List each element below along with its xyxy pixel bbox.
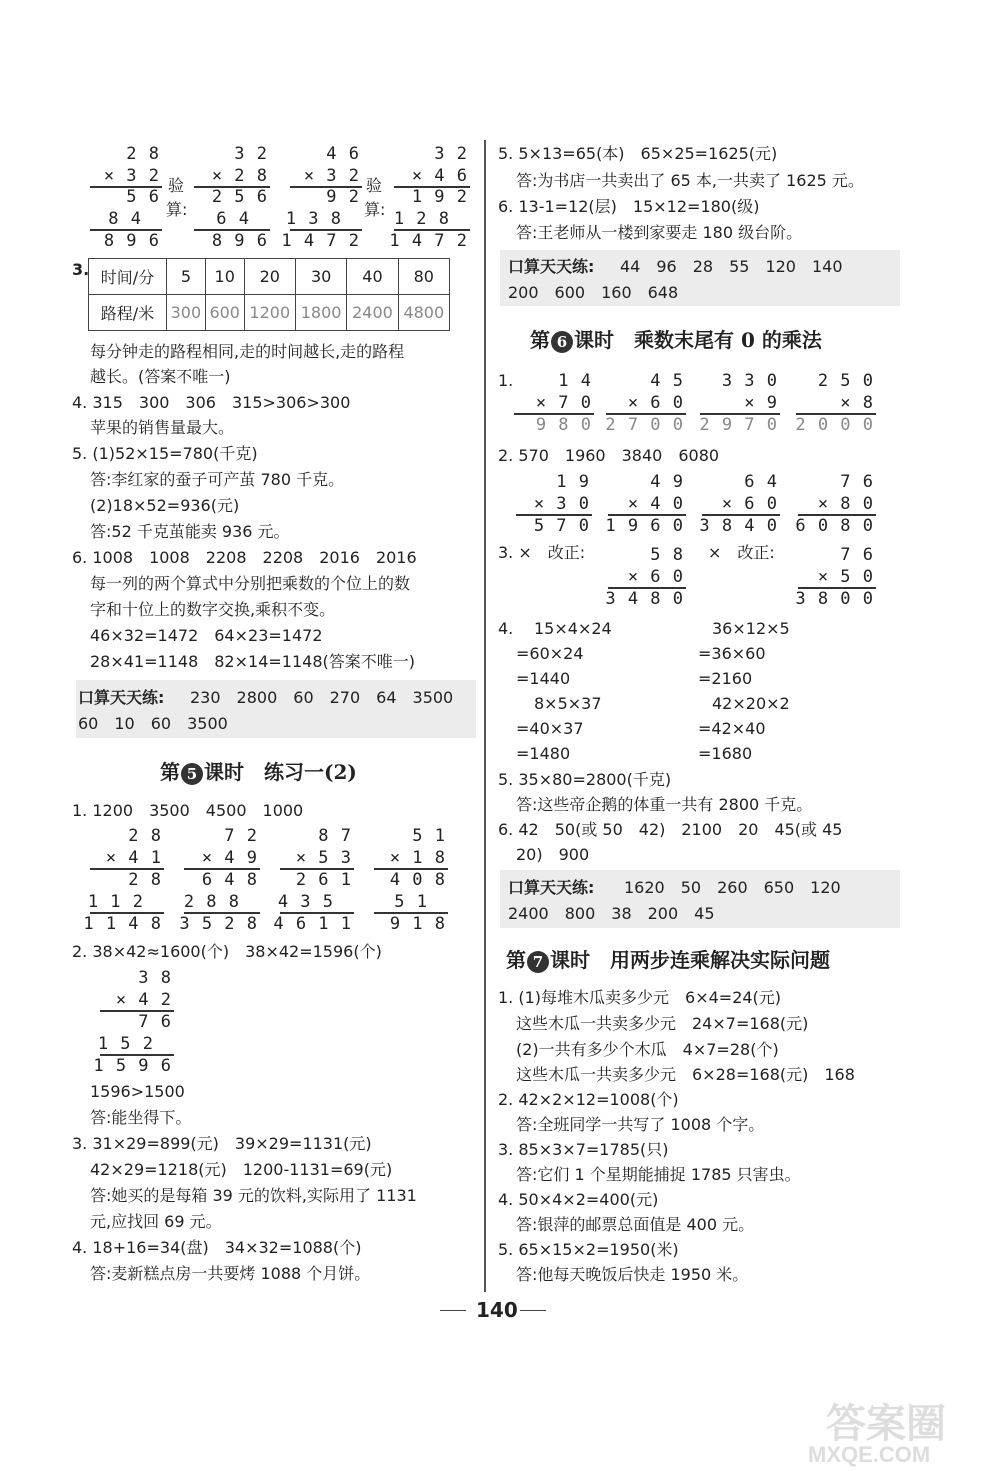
text-line: 答:银萍的邮票总面值是 400 元。 [516,1215,755,1234]
time-distance-table [88,258,450,331]
text-line: 2. 570 1960 3840 6080 [498,446,720,465]
text-line: 2. 42×2×12=1008(个) [498,1090,679,1109]
text-line: 3. × 改正: [498,543,586,562]
lesson-number-badge: 5 [181,763,203,785]
verify-label-3: 验 [366,176,383,195]
table-row: 时间/分 5 10 20 30 40 80 [89,259,450,295]
text-line: 5. 65×15×2=1950(米) [498,1240,679,1259]
text-line: 2400 800 38 200 45 [508,904,715,923]
table-row: 路程/米 300 600 1200 1800 2400 4800 [89,295,450,331]
text-line: 答:她买的是每箱 39 元的饮料,实际用了 1131 [90,1186,417,1205]
q3-number: 3. [72,260,90,279]
text-line: 答:李红家的蚕子可产茧 780 千克。 [90,470,345,489]
text-line: 5. (1)52×15=780(千克) [72,444,258,463]
verify-label-2: 算: [166,200,188,219]
verify-label-1: 验 [168,176,185,195]
section-title-6: 第 6 课时 乘数末尾有 0 的乘法 [530,328,822,352]
text-line: 这些木瓜一共卖多少元 6×28=168(元) 168 [516,1065,855,1084]
text-line: =42×40 [698,719,766,738]
text-line: 4. 315 300 306 315>306>300 [72,393,351,412]
text-line: 1. 1200 3500 4500 1000 [72,801,304,820]
text-line: 答:他每天晚饭后快走 1950 米。 [516,1265,749,1284]
text-line: 这些木瓜一共卖多少元 24×7=168(元) [516,1014,809,1033]
text-line: 4. 18+16=34(盘) 34×32=1088(个) [72,1238,362,1257]
text-line: 60 10 60 3500 [78,714,228,733]
text-line: (2)18×52=936(元) [90,496,240,515]
text-line: 8×5×37 [534,694,602,713]
text-line: 28×41=1148 82×14=1148(答案不唯一) [90,652,415,671]
text-line: 15×4×24 [534,619,612,638]
oral-practice-label: 口算天天练: [508,257,595,276]
watermark-logo: 答案圈 [826,1402,946,1446]
verify-label-4: 算: [364,200,386,219]
text-line: 200 600 160 648 [508,283,679,302]
text-line: =1680 [698,744,753,763]
text-line: =1480 [516,744,571,763]
text-line: =36×60 [698,644,766,663]
text-line: (2)一共有多少个木瓜 4×7=28(个) [516,1040,779,1059]
text-line: 5. 5×13=65(本) 65×25=1625(元) [498,144,778,163]
page-number: 140 [476,1298,518,1322]
oral-practice-label: 口算天天练: [508,878,595,897]
text-line: 每分钟走的路程相同,走的时间越长,走的路程 [90,342,405,361]
watermark-url: MXQE.COM [808,1442,931,1467]
text-line: 5. 35×80=2800(千克) [498,770,672,789]
text-line: 越长。(答案不唯一) [90,367,231,386]
text-line: 2. 38×42≈1600(个) 38×42=1596(个) [72,942,382,961]
text-line: 1. (1)每堆木瓜卖多少元 6×4=24(元) [498,988,782,1007]
text-line: 4. 50×4×2=400(元) [498,1190,659,1209]
text-line: 20) 900 [516,845,590,864]
text-line: 字和十位上的数字交换,乘积不变。 [90,600,336,619]
text-line: 答:全班同学一共写了 1008 个字。 [516,1115,765,1134]
text-line: 1. [498,371,514,390]
text-line: 苹果的销售量最大。 [90,418,235,437]
column-divider [484,140,486,1292]
text-line: 元,应找回 69 元。 [90,1212,222,1231]
text-line: 答:麦新糕点房一共要烤 1088 个月饼。 [90,1264,371,1283]
text-line: =40×37 [516,719,584,738]
text-line: 每一列的两个算式中分别把乘数的个位上的数 [90,574,411,593]
section-title-7: 第 7 课时 用两步连乘解决实际问题 [506,948,830,972]
text-line: 6. 42 50(或 50 42) 2100 20 45(或 45 [498,820,843,839]
section-title-5: 第 5 课时 练习一(2) [160,760,357,784]
text-line: 1620 50 260 650 120 [624,878,841,897]
text-line: 答:这些帝企鹅的体重一共有 2800 千克。 [516,795,813,814]
text-line: 3. 85×3×7=1785(只) [498,1140,669,1159]
text-line: 46×32=1472 64×23=1472 [90,626,323,645]
oral-practice-label: 口算天天练: [78,688,165,707]
lesson-number-badge: 6 [551,331,573,353]
text-line: 6. 1008 1008 2208 2208 2016 2016 [72,548,417,567]
text-line: =2160 [698,669,753,688]
text-line: 3. 31×29=899(元) 39×29=1131(元) [72,1134,372,1153]
text-line: 答:52 千克茧能卖 936 元。 [90,522,290,541]
text-line: 42×29=1218(元) 1200-1131=69(元) [90,1160,393,1179]
text-line: 答:为书店一共卖出了 65 本,一共卖了 1625 元。 [516,171,864,190]
text-line: × 改正: [708,543,775,562]
text-line: 1596>1500 [90,1082,185,1101]
text-line: 230 2800 60 270 64 3500 [190,688,454,707]
text-line: 42×20×2 [712,694,790,713]
text-line: 6. 13-1=12(层) 15×12=180(级) [498,197,760,216]
text-line: 44 96 28 55 120 140 [620,257,843,276]
text-line: 4. [498,619,514,638]
text-line: =60×24 [516,644,584,663]
text-line: 答:王老师从一楼到家要走 180 级台阶。 [516,223,803,242]
text-line: 答:它们 1 个星期能捕捉 1785 只害虫。 [516,1165,801,1184]
lesson-number-badge: 7 [527,951,549,973]
text-line: 答:能坐得下。 [90,1108,192,1127]
text-line: 36×12×5 [712,619,790,638]
text-line: =1440 [516,669,571,688]
